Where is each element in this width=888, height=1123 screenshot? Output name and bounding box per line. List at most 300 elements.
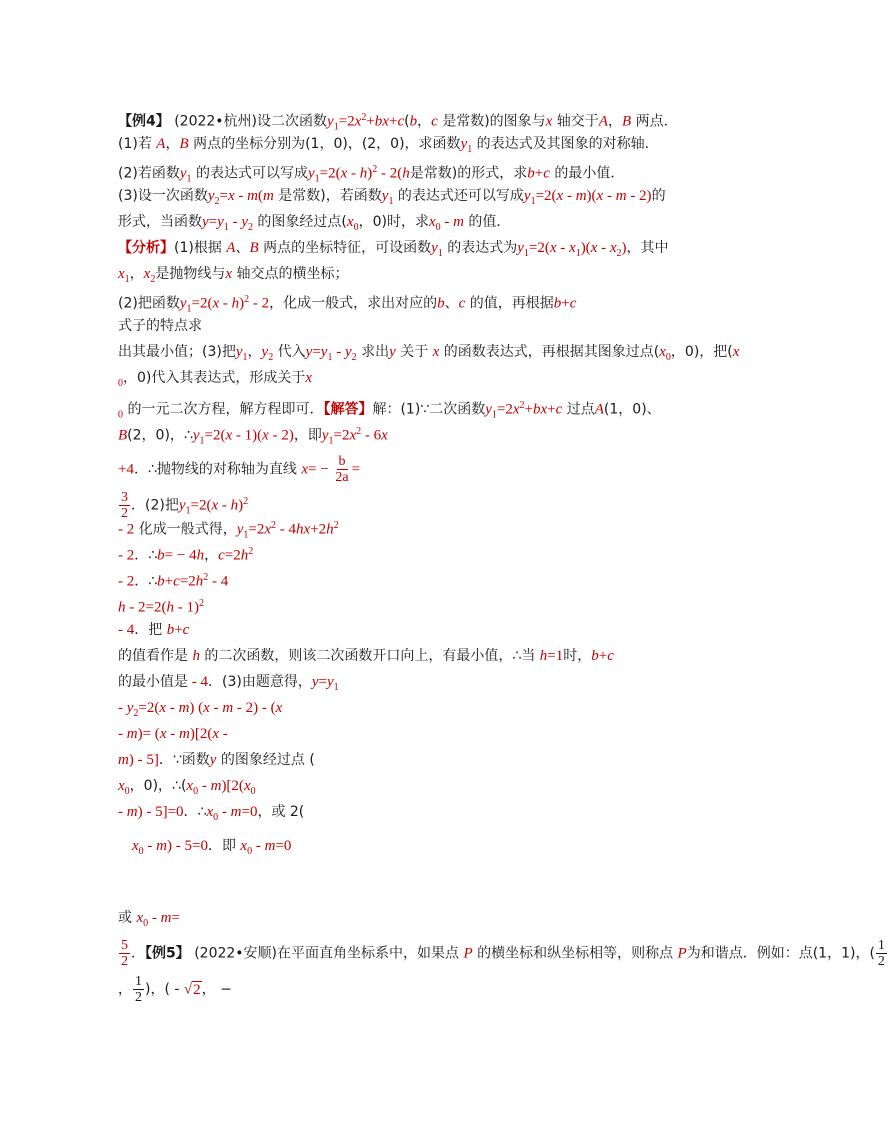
text-run: 【例5】: [145, 945, 190, 962]
text-run: =2: [248, 521, 265, 538]
text-run: - 1)(: [232, 427, 263, 444]
text-run: x: [340, 165, 348, 182]
fraction-denominator: 2: [121, 954, 128, 969]
text-run: (: [404, 113, 410, 130]
text-run: m: [118, 752, 129, 768]
text-run: +4: [118, 461, 134, 478]
text-run: x: [212, 726, 219, 742]
text-run: ，: [417, 113, 432, 130]
text-run: 代入: [273, 344, 306, 360]
text-run: 关于: [395, 344, 433, 360]
text-run: 1: [333, 681, 339, 693]
text-run: ∵函数: [172, 752, 210, 768]
text-run: x: [136, 910, 144, 926]
text-run: x: [203, 700, 210, 716]
text-run: -: [597, 240, 610, 256]
text-run: 1: [333, 121, 339, 133]
text-run: 0)代入其表达式，形成关于: [137, 370, 306, 386]
text-run: c: [182, 622, 190, 638]
fraction-numerator: 3: [121, 490, 128, 505]
text-run: m: [263, 188, 274, 204]
text-run: b: [409, 113, 418, 130]
text-run: 2: [333, 520, 339, 531]
text-run: b: [527, 165, 535, 182]
text-run: 1: [491, 409, 497, 421]
text-run: 【解答】: [323, 401, 373, 418]
text-run: x: [143, 266, 151, 282]
analysis-line4: [118, 316, 202, 336]
text-run: 的表达式可以写成: [191, 165, 308, 182]
text-run: b: [157, 547, 165, 564]
text-run: 过点: [562, 401, 595, 418]
text-run: 1: [437, 247, 443, 259]
text-run: b: [437, 295, 445, 312]
text-run: 2: [198, 598, 204, 609]
text-run: ∴抛物线的对称轴为直线: [147, 461, 302, 478]
text-run: y: [327, 113, 334, 130]
text-run: h: [195, 573, 204, 590]
text-run: +: [174, 622, 183, 638]
text-run: 【例4】: [118, 113, 170, 130]
text-run: 2: [616, 247, 622, 259]
text-run: 两点．: [631, 113, 678, 130]
text-run: 1: [523, 247, 529, 259]
text-run: m: [178, 700, 190, 716]
text-run: 1: [467, 143, 473, 155]
text-run: 的值．: [463, 214, 511, 230]
text-run: ) - 5]=0: [137, 804, 184, 820]
text-run: 2: [243, 495, 249, 507]
text-run: ∴当: [512, 648, 540, 664]
text-run: x: [349, 427, 357, 444]
text-run: -: [252, 838, 265, 854]
text-run: 0: [247, 845, 253, 857]
text-run: +: [534, 165, 544, 182]
text-run: =1: [547, 648, 564, 664]
text-run: -: [143, 838, 157, 854]
text-run: x: [590, 240, 598, 256]
text-run: =2(: [138, 700, 160, 716]
text-run: b: [591, 648, 599, 664]
text-run: =2(: [535, 188, 557, 204]
text-run: 0: [435, 221, 441, 233]
example4-part3-line2: [118, 212, 510, 238]
text-run: ，或 2(: [257, 804, 305, 820]
text-run: c: [607, 648, 614, 664]
text-run: (3)把: [202, 344, 236, 360]
text-run: x: [225, 266, 233, 282]
fraction-numerator: 5: [121, 938, 128, 953]
text-run: - 2(: [377, 165, 403, 182]
text-run: -: [209, 700, 223, 716]
text-run: ) (: [189, 700, 204, 716]
text-run: 的图象经过点 (: [216, 752, 315, 768]
text-run: ∴: [197, 804, 207, 820]
text-run: x: [262, 427, 269, 444]
text-run: c: [173, 573, 180, 590]
text-run: c: [458, 295, 466, 312]
text-run: =2: [224, 547, 241, 564]
text-run: 的最小值．: [549, 165, 625, 182]
text-run: x: [132, 838, 139, 854]
text-run: x: [186, 778, 194, 794]
radicand: 2: [193, 981, 201, 998]
text-run: =2: [179, 573, 196, 590]
fraction-numerator: 1: [877, 938, 885, 953]
text-run: 2: [519, 400, 525, 411]
text-run: (2022•杭州)设二次函数: [169, 113, 328, 130]
text-run: - 1): [173, 599, 199, 616]
text-run: 的: [651, 188, 666, 204]
text-run: m: [615, 188, 627, 204]
fraction-numerator: 1: [135, 974, 142, 989]
analysis-line1: [118, 238, 669, 264]
text-run: 形式，当函数: [118, 214, 202, 230]
text-run: 1: [314, 173, 320, 185]
text-run: y: [381, 188, 389, 204]
text-run: m: [210, 778, 222, 794]
text-run: 为: [686, 945, 701, 962]
text-run: )[2(: [221, 778, 244, 794]
text-run: 0: [213, 811, 219, 823]
text-run: 是抛物线与: [155, 266, 226, 282]
text-run: m: [453, 214, 464, 230]
solution-line13: [118, 724, 228, 744]
text-run: m: [575, 188, 587, 204]
text-run: -: [556, 240, 570, 256]
text-run: 和谐点．例如：点(1，1)，(: [700, 945, 875, 962]
text-run: 的值，再根据: [465, 295, 554, 312]
text-run: B: [621, 113, 632, 130]
text-run: +2: [310, 521, 327, 538]
text-run: 2: [361, 112, 367, 123]
fraction: [119, 938, 130, 969]
text-run: 求出: [356, 344, 390, 360]
text-run: =0: [241, 804, 258, 820]
text-run: 1: [186, 303, 192, 315]
text-run: =2(: [319, 165, 341, 182]
text-run: h: [326, 521, 334, 538]
text-run: 0: [250, 785, 256, 797]
text-run: ∴: [148, 547, 158, 564]
text-run: x: [659, 344, 666, 360]
example5-title-line: [118, 908, 180, 934]
text-run: 2: [150, 273, 156, 285]
text-run: c: [431, 113, 438, 130]
text-run: =2(: [528, 240, 550, 256]
text-run: h: [192, 648, 200, 664]
square-root: [184, 981, 202, 998]
text-run: x: [159, 726, 167, 742]
text-run: - 4: [276, 521, 297, 538]
text-run: (2)把函数: [118, 295, 180, 312]
text-run: - 2: [118, 573, 135, 590]
text-run: 0: [143, 917, 149, 929]
text-run: B: [118, 427, 128, 444]
text-run: c: [397, 113, 405, 130]
text-run: ，化成一般式，求出对应的: [269, 295, 438, 312]
solution-line3: [118, 454, 360, 485]
text-run: +: [164, 573, 174, 590]
text-run: x: [275, 700, 283, 716]
text-run: y: [236, 521, 244, 538]
text-run: x: [118, 778, 125, 794]
text-run: x: [545, 113, 553, 130]
solution-line16: [118, 802, 304, 828]
fraction-denominator: 2: [121, 506, 128, 521]
text-run: - 4: [188, 674, 208, 690]
text-run: 2: [214, 195, 220, 207]
text-run: y: [126, 700, 134, 716]
example5-line2: [118, 938, 888, 969]
text-run: )[2(: [189, 726, 213, 742]
text-run: y: [192, 427, 200, 444]
text-run: -: [219, 726, 228, 742]
text-run: y: [178, 497, 186, 514]
text-run: y: [523, 188, 531, 204]
text-run: (3)由题意得，: [222, 674, 312, 690]
text-run: +: [366, 113, 375, 130]
text-run: ，: [247, 344, 262, 360]
text-run: =2(: [190, 497, 212, 514]
text-run: ) - 5]: [128, 752, 159, 768]
text-run: x: [301, 461, 308, 478]
text-run: y: [344, 344, 352, 360]
text-run: 1: [223, 221, 229, 233]
text-run: 2: [244, 294, 250, 305]
text-run: 1: [199, 435, 205, 447]
text-run: 两点的坐标分别为(1，0)，(2，0)，求函数: [188, 136, 461, 152]
text-run: y: [389, 344, 396, 360]
text-run: -: [219, 295, 232, 312]
text-run: P: [677, 945, 687, 962]
fraction-denominator: 2a: [335, 470, 349, 485]
text-run: B: [249, 240, 259, 256]
fraction: [333, 454, 350, 485]
text-run: - 2: [125, 599, 146, 616]
text-run: x: [354, 113, 362, 130]
solution-line11: [118, 672, 339, 698]
text-run: y: [517, 240, 524, 256]
text-run: 轴交于: [552, 113, 599, 130]
text-run: y: [209, 752, 217, 768]
text-run: x: [596, 188, 604, 204]
fraction: [876, 938, 887, 969]
text-run: 2: [133, 707, 139, 719]
text-run: y: [202, 214, 209, 230]
text-run: -: [218, 497, 231, 514]
text-run: ，0)，把(: [670, 344, 733, 360]
text-run: x: [346, 214, 354, 230]
text-run: x: [512, 401, 520, 418]
text-run: =: [312, 344, 321, 360]
text-run: -: [440, 214, 454, 230]
text-run: ，其中: [626, 240, 669, 256]
text-run: 0: [118, 377, 123, 389]
analysis-line5: [118, 342, 739, 368]
text-run: x: [227, 188, 235, 204]
example5-part1-line: [118, 974, 232, 1005]
text-run: ．: [131, 945, 145, 962]
text-run: ∴: [183, 427, 193, 444]
solution-line17: [132, 836, 291, 862]
text-run: ): [238, 497, 244, 514]
text-run: 的二次函数，则该二次函数开口向上，有最小值，: [199, 648, 513, 664]
text-run: y: [207, 188, 215, 204]
text-run: ，: [165, 136, 180, 152]
solution-line14: [118, 750, 315, 770]
text-run: 0: [138, 845, 144, 857]
text-run: y: [321, 427, 329, 444]
text-run: h: [240, 547, 249, 564]
text-run: 、: [235, 240, 250, 256]
text-run: 0: [353, 221, 359, 233]
text-run: 时，: [563, 648, 592, 664]
text-run: ，: [118, 981, 132, 998]
text-run: h: [230, 497, 239, 514]
text-run: +: [598, 648, 608, 664]
text-run: 1: [243, 529, 249, 541]
text-run: 出其最小值；: [118, 344, 202, 360]
text-run: y: [261, 344, 269, 360]
text-run: y: [326, 674, 334, 690]
text-run: 2: [351, 351, 357, 363]
text-run: m: [247, 188, 258, 204]
text-run: 的表达式及其图象的对称轴．: [472, 136, 659, 152]
text-run: ，: [123, 370, 137, 386]
text-run: 0: [665, 351, 671, 363]
text-run: x: [211, 497, 219, 514]
text-run: h: [231, 295, 240, 312]
text-run: m: [156, 838, 168, 854]
text-run: ．: [208, 674, 222, 690]
example4-part1-line: [118, 134, 659, 160]
text-run: - 2: [118, 547, 135, 564]
text-run: x: [225, 427, 233, 444]
text-run: - 4: [118, 622, 135, 638]
solution-line15: [118, 776, 256, 802]
text-run: 的一元二次方程，解方程即可．: [123, 401, 324, 418]
text-run: ，: [129, 266, 144, 282]
text-run: x: [264, 521, 272, 538]
text-run: 或: [118, 910, 137, 926]
text-run: -: [332, 344, 345, 360]
text-run: y: [179, 165, 187, 182]
text-run: x: [159, 700, 167, 716]
solution-line7: [118, 568, 228, 592]
text-run: 的表达式为: [442, 240, 518, 256]
text-run: ．: [158, 752, 173, 768]
analysis-line6: [118, 368, 312, 394]
text-run: 2: [268, 351, 274, 363]
text-run: 1: [185, 505, 191, 517]
text-run: x: [212, 295, 220, 312]
text-run: ): [239, 295, 245, 312]
text-run: (2，0)，: [127, 427, 184, 444]
text-run: 的最小值是: [118, 674, 188, 690]
text-run: x: [240, 838, 248, 854]
text-run: - 2): [626, 188, 652, 204]
text-run: x: [732, 344, 740, 360]
text-run: ，: [204, 547, 219, 564]
text-run: y: [217, 214, 224, 230]
text-run: 2: [372, 164, 378, 175]
text-run: ，0)时，求: [358, 214, 429, 230]
text-run: x: [556, 188, 564, 204]
text-run: =: [318, 674, 327, 690]
text-run: y: [305, 344, 313, 360]
text-run: ): [367, 165, 373, 182]
text-run: 把: [148, 622, 167, 638]
text-run: c: [543, 165, 550, 182]
text-run: c: [555, 401, 563, 418]
text-run: -: [218, 804, 231, 820]
text-run: A: [598, 113, 608, 130]
text-run: 1: [327, 351, 333, 363]
text-run: 1: [388, 195, 394, 207]
text-run: y: [235, 344, 243, 360]
text-run: ∴: [148, 573, 158, 590]
text-run: ，: [201, 981, 216, 998]
text-run: -: [198, 778, 211, 794]
text-run: (3)设一次函数: [118, 188, 208, 204]
text-run: (1，0)、: [603, 401, 661, 418]
text-run: 是常数)，若函数: [273, 188, 382, 204]
text-run: b: [157, 573, 165, 590]
text-run: y: [431, 240, 438, 256]
text-run: 的表达式还可以写成: [393, 188, 524, 204]
text-run: =: [171, 910, 180, 926]
text-run: y: [307, 165, 315, 182]
text-run: -: [228, 214, 242, 230]
text-run: )(: [580, 240, 591, 256]
text-run: (2)把: [145, 497, 179, 514]
text-run: -: [234, 188, 248, 204]
text-run: A: [156, 136, 166, 152]
text-run: 的横坐标和纵坐标相等，则称点: [472, 945, 678, 962]
analysis-line2: [118, 264, 348, 290]
fraction-numerator: b: [338, 454, 346, 469]
text-run: hx: [296, 521, 311, 538]
text-run: x: [381, 427, 388, 444]
text-run: m: [178, 726, 190, 742]
text-run: -: [563, 188, 576, 204]
text-run: = − 4: [164, 547, 197, 564]
text-run: 是常数)的形式，求: [409, 165, 528, 182]
text-run: - 2: [118, 521, 135, 538]
solution-line8: [118, 594, 204, 618]
fraction-denominator: 2: [135, 990, 142, 1005]
text-run: c: [569, 295, 577, 312]
solution-line10: [118, 646, 614, 666]
text-run: ．: [131, 497, 145, 514]
text-run: +: [547, 401, 556, 418]
text-run: =2(: [145, 599, 167, 616]
text-run: −: [215, 981, 232, 998]
text-run: 解：(1)∵二次函数: [372, 401, 486, 418]
text-run: 1: [530, 195, 536, 207]
text-run: y: [485, 401, 492, 418]
text-run: h: [118, 599, 126, 616]
text-run: =: [219, 188, 228, 204]
text-run: (1)根据: [174, 240, 227, 256]
text-run: -: [118, 804, 127, 820]
text-run: -: [603, 188, 616, 204]
text-run: ．: [133, 461, 148, 478]
text-run: - 2: [249, 295, 270, 312]
text-run: ，即: [293, 427, 322, 444]
text-run: =2: [496, 401, 513, 418]
